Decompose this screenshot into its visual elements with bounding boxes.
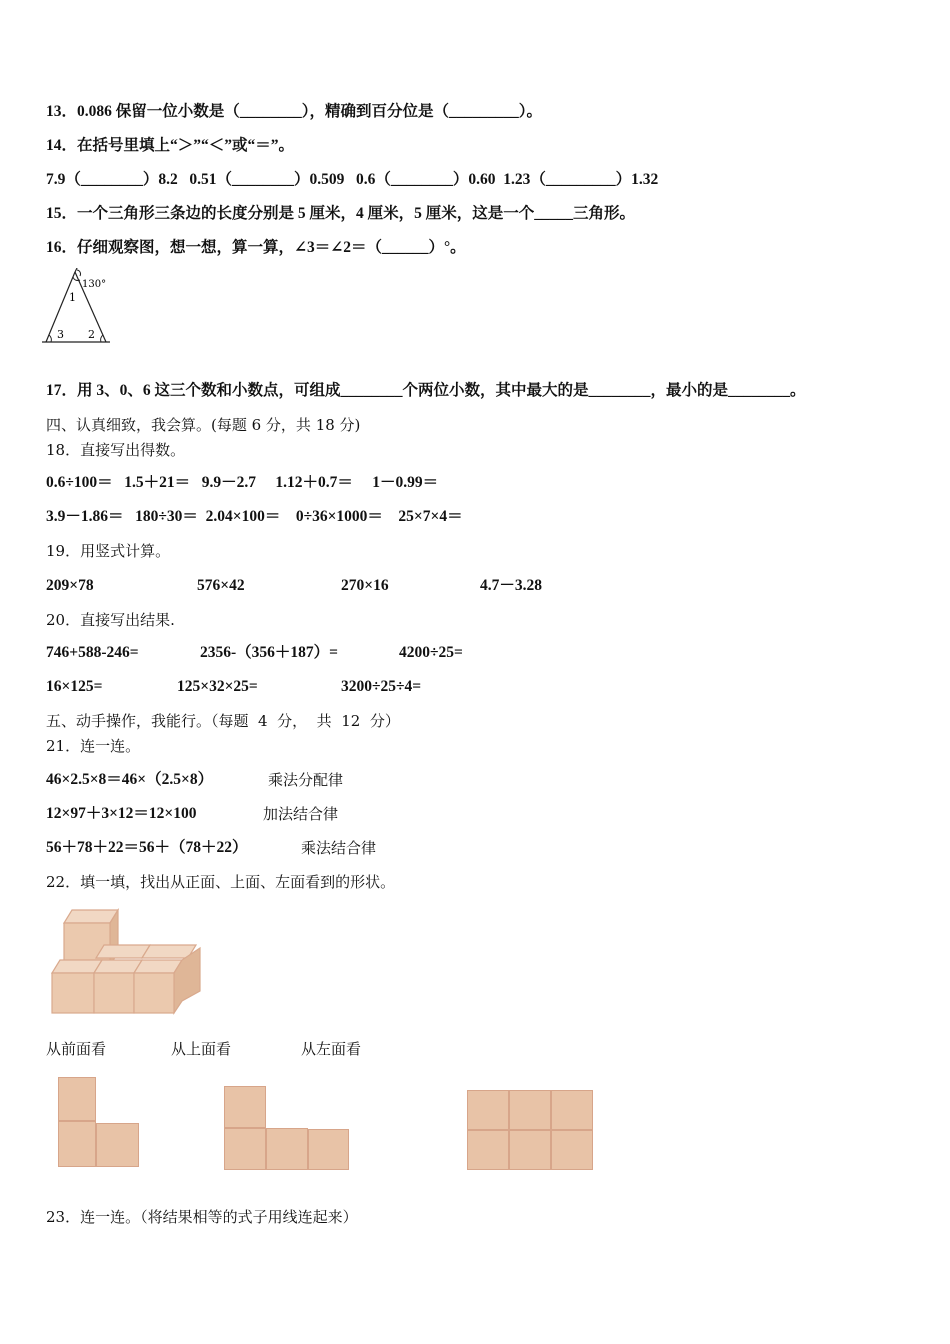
triangle-figure: [42, 268, 122, 348]
question-22: 22．填一填，找出从正面、上面、左面看到的形状。: [46, 873, 396, 891]
view-square: [96, 1123, 139, 1167]
view-square: [58, 1077, 96, 1121]
view-square: [467, 1090, 509, 1130]
q21-law: 乘法分配律: [268, 771, 344, 789]
q20-item: 125×32×25=: [177, 678, 258, 695]
view-square: [509, 1130, 551, 1170]
q20-item: 3200÷25÷4=: [341, 678, 422, 695]
angle-label-1: 1: [69, 291, 76, 304]
angle-label-2: 2: [88, 328, 95, 341]
cube-stack-illustration: [48, 903, 208, 1018]
view-label-left: 从左面看: [301, 1040, 362, 1058]
question-14-comparisons: 7.9（________）8.2 0.51（________）0.509 0.6（________）0.60 1.23（_________）1.32: [46, 171, 659, 188]
question-19: 19．用竖式计算。: [46, 542, 171, 560]
view-square: [224, 1086, 266, 1128]
question-18-row-1: 0.6÷100＝ 1.5＋21＝ 9.9－2.7 1.12＋0.7＝ 1－0.99＝: [46, 474, 439, 491]
angle-label-3: 3: [57, 328, 64, 341]
q19-item: 209×78: [46, 577, 94, 594]
q21-expression: 56＋78＋22＝56＋（78＋22）: [46, 839, 248, 856]
q21-expression: 12×97＋3×12＝12×100: [46, 805, 197, 822]
view-square: [467, 1130, 509, 1170]
view-square: [224, 1128, 266, 1170]
question-18: 18．直接写出得数。: [46, 441, 186, 459]
q21-expression: 46×2.5×8＝46×（2.5×8）: [46, 771, 214, 788]
question-18-row-2: 3.9－1.86＝ 180÷30＝ 2.04×100＝ 0÷36×1000＝ 25×7×4＝: [46, 508, 463, 525]
view-square: [308, 1129, 349, 1170]
question-20: 20．直接写出结果.: [46, 611, 175, 629]
section-5-heading: 五、动手操作，我能行。（每题 4 分， 共 12 分）: [46, 712, 400, 730]
cube-stack-drawing: [48, 903, 208, 1018]
view-square: [551, 1130, 593, 1170]
question-13: 13．0.086 保留一位小数是（________），精确到百分位是（_________）。: [46, 103, 543, 120]
angle-arc-3: [49, 335, 51, 342]
q20-item: 746+588-246=: [46, 644, 139, 661]
angle-arc-130: [77, 270, 81, 276]
angle-arc-1: [73, 277, 80, 281]
q19-item: 576×42: [197, 577, 245, 594]
view-label-front: 从前面看: [46, 1040, 107, 1058]
q19-item: 4.7－3.28: [480, 577, 543, 594]
angle-arc-2: [101, 335, 103, 342]
question-23: 23．连一连。（将结果相等的式子用线连起来）: [46, 1208, 358, 1226]
section-4-heading: 四、认真细致，我会算。(每题 6 分，共 18 分): [46, 416, 361, 434]
view-square: [266, 1128, 308, 1170]
question-16: 16．仔细观察图，想一想，算一算，∠3＝∠2＝（______）°。: [46, 239, 466, 256]
question-15: 15．一个三角形三条边的长度分别是 5 厘米，4 厘米，5 厘米，这是一个_____三角形。: [46, 205, 636, 222]
q19-item: 270×16: [341, 577, 389, 594]
question-21: 21．连一连。: [46, 737, 141, 755]
q21-law: 乘法结合律: [301, 839, 377, 857]
view-label-top: 从上面看: [171, 1040, 232, 1058]
view-square: [551, 1090, 593, 1130]
q20-item: 4200÷25=: [399, 644, 463, 661]
q20-item: 2356-（356＋187）=: [200, 644, 338, 661]
q21-law: 加法结合律: [263, 805, 339, 823]
question-14: 14．在括号里填上“＞”“＜”或“＝”。: [46, 137, 295, 154]
question-17: 17．用 3、0、6 这三个数和小数点，可组成________个两位小数，其中最大的是________，最小的是________。: [46, 382, 806, 399]
view-square: [58, 1121, 96, 1167]
angle-label-130: 130°: [82, 279, 107, 290]
q20-item: 16×125=: [46, 678, 103, 695]
view-square: [509, 1090, 551, 1130]
